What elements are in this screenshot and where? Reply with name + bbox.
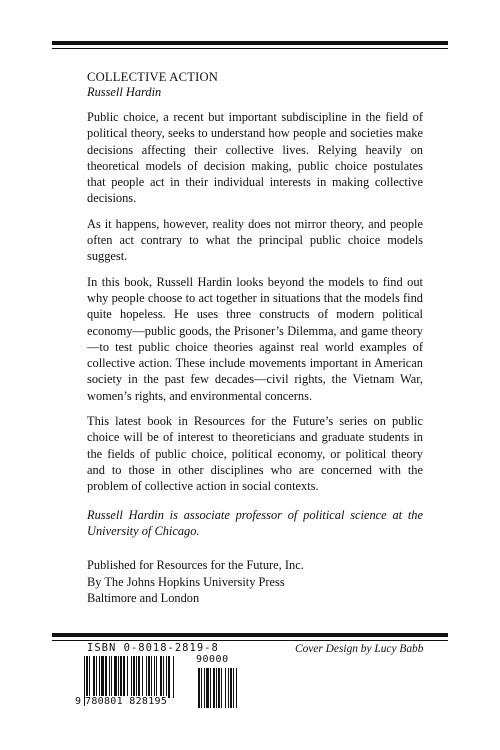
- top-rule-thick: [52, 41, 448, 45]
- top-rule-thin: [52, 48, 448, 49]
- barcode-bar: [163, 656, 164, 698]
- bottom-rule-thin: [52, 640, 448, 641]
- publisher-line: By The Johns Hopkins University Press: [87, 574, 285, 589]
- description-paragraph: Public choice, a recent but important subdiscipline in the field of political theory, seeks to understand how people and societies make decisions affecting their collective lives. Relying heavily on theoretical models of decision making, public choice postulates that people act in their individual interests in making collective decisions.: [87, 110, 423, 206]
- barcode-bar: [138, 656, 140, 698]
- back-cover-text: [87, 70, 423, 539]
- publisher-line: Published for Resources for the Future, Inc.: [87, 558, 304, 572]
- cover-design-credit: Cover Design by Lucy Babb: [295, 643, 424, 655]
- barcode-first-digit: 9: [75, 696, 82, 707]
- barcode-addon-bar: [225, 668, 226, 708]
- barcode-bar: [168, 656, 170, 698]
- description-paragraph: In this book, Russell Hardin looks beyond the models to find out why people choose to act together in situations that the models find quite hopeless. He uses three constructs of modern political economy—public goods, the Prisoner’s Dilemma, and game theory—to test public choice theories against real world examples of collective action. These include movements important in American society in the past few decades—civil rights, the Vietnam War, women’s rights, and environmental concerns.: [87, 274, 423, 403]
- barcode-bar: [109, 656, 110, 698]
- barcode-addon-bar: [233, 668, 234, 708]
- description-paragraph: As it happens, however, reality does not mirror theory, and people often act contrary to what the principal public choice models suggest.: [87, 216, 423, 264]
- barcode-bar: [111, 656, 112, 698]
- barcode-addon-bar: [204, 668, 205, 708]
- barcode-addon-bar: [206, 668, 209, 708]
- barcode-addon-bar: [210, 668, 211, 708]
- barcode-addon-bar: [198, 668, 200, 708]
- barcode-addon-bar: [213, 668, 215, 708]
- barcode-bar: [133, 656, 135, 698]
- book-author: Russell Hardin: [87, 85, 162, 99]
- barcode-bar: [101, 656, 104, 698]
- barcode-addon-bar: [216, 668, 217, 708]
- publisher-block: [87, 557, 304, 607]
- isbn-number: ISBN 0-8018-2819-8: [87, 642, 219, 654]
- barcode-bar: [123, 656, 125, 698]
- barcode-bar: [166, 656, 167, 698]
- barcode-bar: [99, 656, 100, 698]
- barcode-bar: [151, 656, 152, 698]
- barcode-bar: [148, 656, 150, 698]
- barcode-bar: [89, 656, 90, 698]
- barcode-bar: [156, 656, 157, 698]
- barcode-bar: [93, 656, 95, 698]
- barcode-digits: 780801 828195: [85, 696, 168, 707]
- barcode-addon-bar: [228, 668, 229, 708]
- barcode-addon-bar: [221, 668, 222, 708]
- barcode-bar: [127, 656, 128, 698]
- barcode-bar: [118, 656, 119, 698]
- barcode-bar: [96, 656, 97, 698]
- barcode-addon-bar: [201, 668, 202, 708]
- book-title: COLLECTIVE ACTION: [87, 70, 219, 84]
- barcode-addon-digits: 90000: [196, 654, 229, 665]
- publisher-line: Baltimore and London: [87, 591, 200, 605]
- barcode-bar: [105, 656, 107, 698]
- barcode-bar: [114, 656, 117, 698]
- bottom-rule-thick: [52, 633, 448, 637]
- barcode-bar: [142, 656, 143, 698]
- author-bio: Russell Hardin is associate professor of political science at the University of Chicago.: [87, 507, 423, 538]
- barcode-bar: [131, 656, 132, 698]
- barcode-bar: [173, 656, 174, 698]
- barcode-addon-bar: [230, 668, 232, 708]
- barcode-bar: [136, 656, 137, 698]
- barcode-bar: [160, 656, 162, 698]
- description-paragraph: This latest book in Resources for the Future’s series on public choice will be of interest to theoreticians and graduate students in the fields of public choice, political economy, or political theory and to those in other disciplines who are concerned with the problem of collective action in social contexts.: [87, 414, 423, 494]
- barcode-bar: [146, 656, 147, 698]
- barcode-bar: [120, 656, 122, 698]
- barcode-addon-bar: [218, 668, 220, 708]
- barcode-addon-bar: [236, 668, 237, 708]
- barcode-bar: [154, 656, 155, 698]
